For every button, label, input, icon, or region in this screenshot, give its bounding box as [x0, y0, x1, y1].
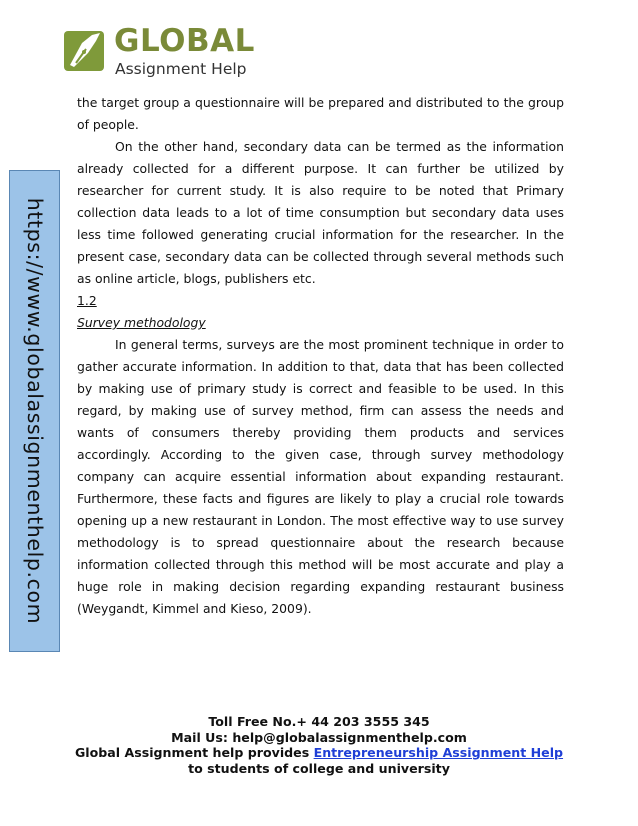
side-url-banner[interactable]	[9, 170, 60, 652]
paragraph-1: the target group a questionnaire will be prepared and distributed to the group of people.	[77, 95, 564, 132]
footer-provides-line	[0, 745, 638, 761]
footer-toll-free: Toll Free No.+ 44 203 3555 345	[208, 714, 430, 729]
document-body	[77, 92, 564, 620]
footer-mail: Mail Us: help@globalassignmenthelp.com	[171, 729, 467, 745]
side-url-text[interactable]: https://www.globalassignmenthelp.com	[22, 197, 47, 625]
logo-subtitle: Assignment Help	[115, 60, 247, 78]
footer-provides-prefix: Global Assignment help provides	[74, 745, 314, 760]
footer	[0, 714, 638, 776]
logo-title: GLOBAL	[114, 23, 255, 59]
pen-nib-logo-icon	[62, 25, 108, 77]
section-title: Survey methodology	[77, 315, 206, 330]
paragraph-3: In general terms, surveys are the most prominent technique in order to gather accurate information. In addition to that, data that has been collected by making use of primary study is correct and feasible to be used. In this regard, by making use of survey method, firm can assess the needs and wants of consumers thereby providing them products and services accordingly. According to the given case, through survey methodology company can acquire essential information about expanding restaurant. Furthermore, these facts and figures are likely to play a crucial role towards opening up a new restaurant in London. The most effective way to use survey methodology is to spread questionnaire about the research because information collected through this method will be most accurate and play a huge role in making decision regarding expanding restaurant business (Weygandt, Kimmel and Kieso, 2009).	[77, 337, 564, 616]
section-number: 1.2	[77, 293, 97, 308]
footer-service-link[interactable]: Entrepreneurship Assignment Help	[313, 745, 564, 760]
logo	[62, 25, 262, 83]
paragraph-2: On the other hand, secondary data can be termed as the information already collected for a different purpose. It can further be utilized by researcher for current study. It is also require to be noted that Primary collection data leads to a lot of time consumption but secondary data uses less time followed generating crucial information for the researcher. In the present case, secondary data can be collected through several methods such as online article, blogs, publishers etc.	[77, 139, 564, 286]
footer-students: to students of college and university	[188, 760, 450, 776]
